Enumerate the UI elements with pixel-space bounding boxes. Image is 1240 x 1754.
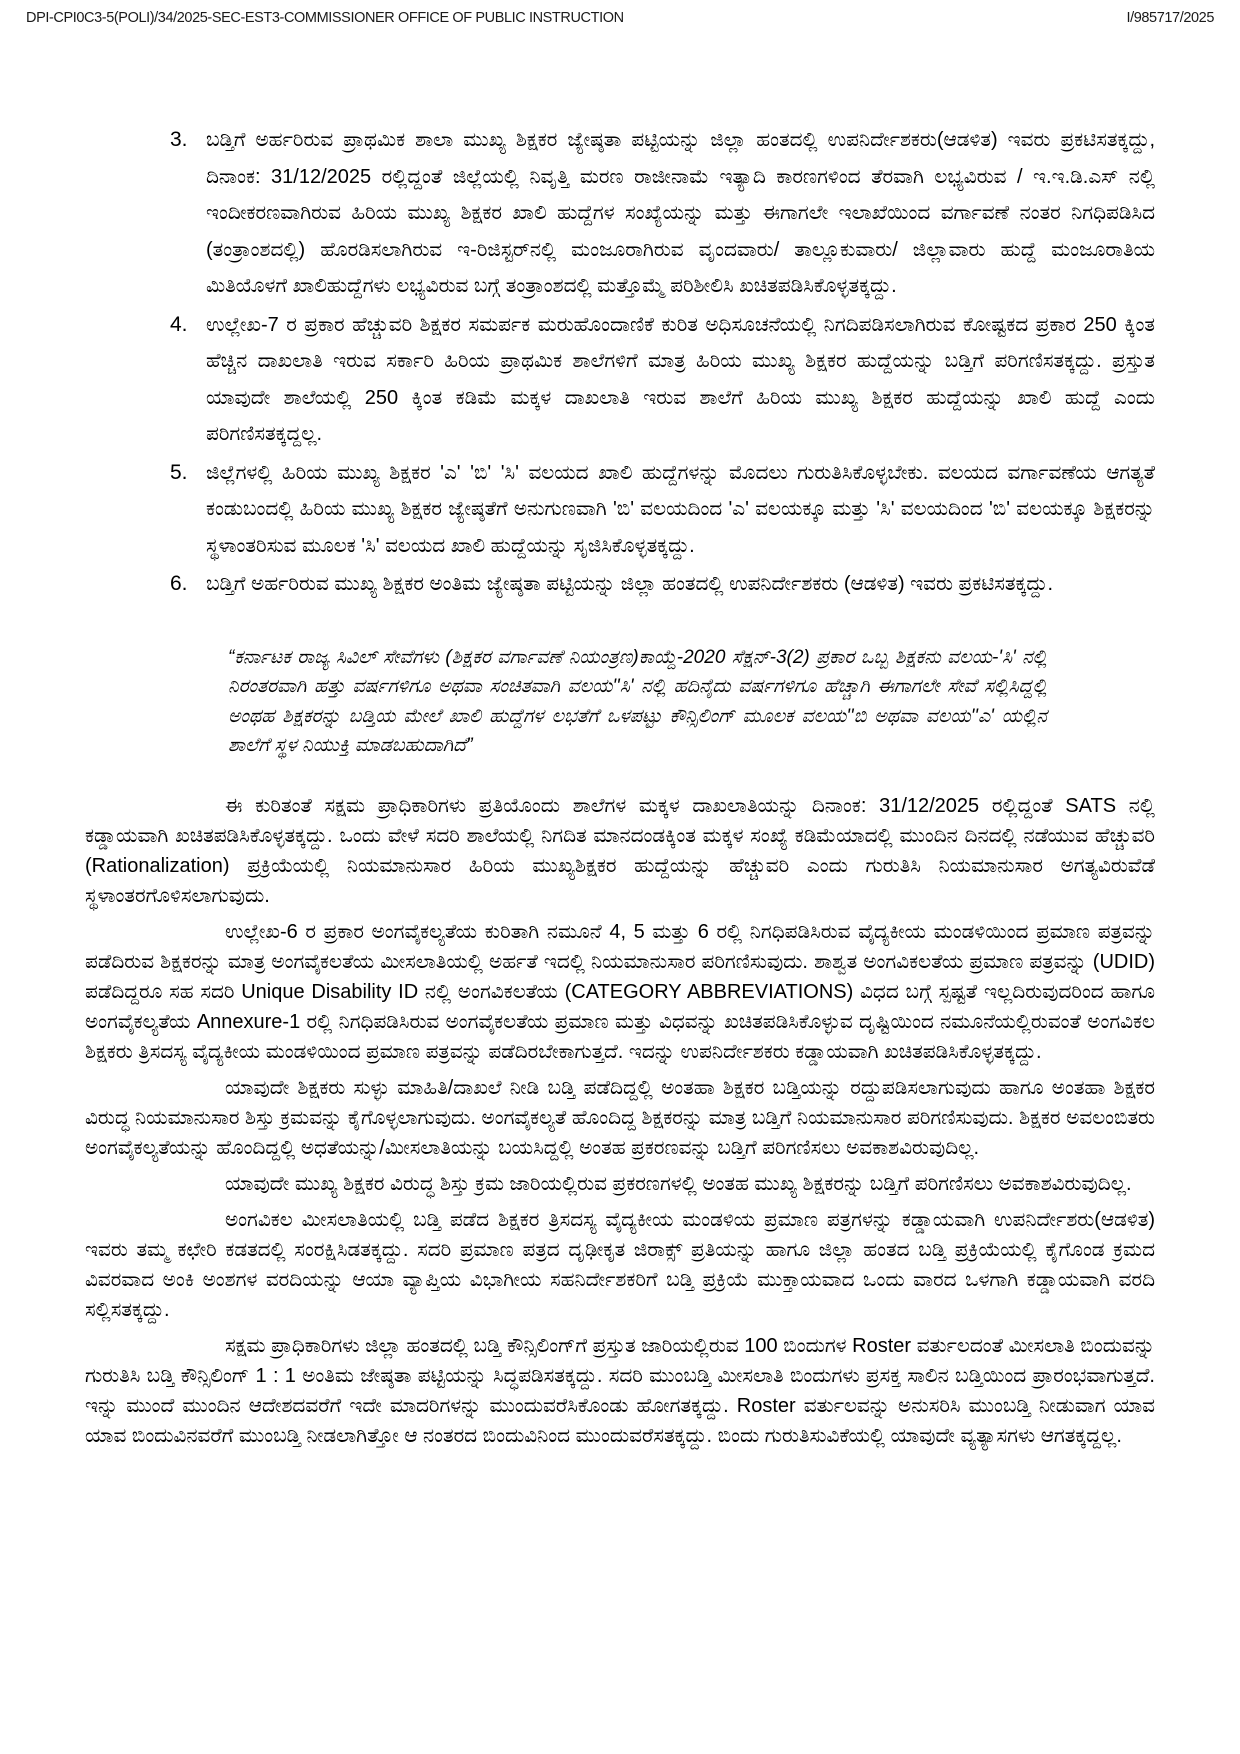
- list-item-number: 6.: [170, 572, 188, 595]
- file-id: I/985717/2025: [1126, 10, 1214, 26]
- list-item: [170, 122, 1155, 305]
- list-item: [170, 455, 1155, 565]
- paragraph: ಯಾವುದೇ ಶಿಕ್ಷಕರು ಸುಳ್ಳು ಮಾಹಿತಿ/ದಾಖಲೆ ನೀಡಿ ಬಡ್ತಿ ಪಡೆದಿದ್ದಲ್ಲಿ ಅಂತಹಾ ಶಿಕ್ಷಕರ ಬಡ್ತಿಯನ್ನು ರದ್ದುಪಡಿಸಲಾಗುವುದು ಹಾಗೂ ಅಂತಹಾ ಶಿಕ್ಷಕರ ವಿರುದ್ಧ ನಿಯಮಾನುಸಾರ ಶಿಸ್ತು ಕ್ರಮವನ್ನು ಕೈಗೊಳ್ಳಲಾಗುವುದು. ಅಂಗವೈಕಲ್ಯತೆ ಹೊಂದಿದ್ದ ಶಿಕ್ಷಕರನ್ನು ಮಾತ್ರ ಬಡ್ತಿಗೆ ನಿಯಮಾನುಸಾರ ಪರಿಗಣಿಸುವುದು. ಶಿಕ್ಷಕರ ಅವಲಂಬಿತರು ಅಂಗವೈಕಲ್ಯತೆಯನ್ನು ಹೊಂದಿದ್ದಲ್ಲಿ ಅಧತೆಯನ್ನು/ಮೀಸಲಾತಿಯನ್ನು ಬಯಸಿದ್ದಲ್ಲಿ ಅಂತಹ ಪ್ರಕರಣವನ್ನು ಬಡ್ತಿಗೆ ಪರಿಗಣಿಸಲು ಅವಕಾಶವಿರುವುದಿಲ್ಲ.: [85, 1076, 1155, 1159]
- list-item-text: ಬಡ್ತಿಗೆ ಅರ್ಹರಿರುವ ಪ್ರಾಥಮಿಕ ಶಾಲಾ ಮುಖ್ಯ ಶಿಕ್ಷಕರ ಜ್ಯೇಷ್ಠತಾ ಪಟ್ಟಿಯನ್ನು ಜಿಲ್ಲಾ ಹಂತದಲ್ಲಿ ಉಪನಿರ್ದೇಶಕರು(ಆಡಳಿತ) ಇವರು ಪ್ರಕಟಿಸತಕ್ಕದ್ದು, ದಿನಾಂಕ: 31/12/2025 ರಲ್ಲಿದ್ದಂತೆ ಜಿಲ್ಲೆಯಲ್ಲಿ ನಿವೃತ್ತಿ ಮರಣ ರಾಜೀನಾಮೆ ಇತ್ಯಾದಿ ಕಾರಣಗಳಿಂದ ತೆರವಾಗಿ ಲಭ್ಯವಿರುವ / ಇ.ಇ.ಡಿ.ಎಸ್ ನಲ್ಲಿ ಇಂದೀಕರಣವಾಗಿರುವ ಹಿರಿಯ ಮುಖ್ಯ ಶಿಕ್ಷಕರ ಖಾಲಿ ಹುದ್ದೆಗಳ ಸಂಖ್ಯೆಯನ್ನು ಮತ್ತು ಈಗಾಗಲೇ ಇಲಾಖೆಯಿಂದ ವರ್ಗಾವಣೆ ನಂತರ ನಿಗಧಿಪಡಿಸಿದ (ತಂತ್ರಾಂಶದಲ್ಲಿ) ಹೊರಡಿಸಲಾಗಿರುವ ಇ-ರಿಜಿಸ್ಟರ್‌ನಲ್ಲಿ ಮಂಜೂರಾಗಿರುವ ವೃಂದವಾರು/ ತಾಲ್ಲೂಕುವಾರು/ ಜಿಲ್ಲಾವಾರು ಹುದ್ದೆ ಮಂಜೂರಾತಿಯ ಮಿತಿಯೊಳಗೆ ಖಾಲಿಹುದ್ದೆಗಳು ಲಭ್ಯವಿರುವ ಬಗ್ಗೆ ತಂತ್ರಾಂಶದಲ್ಲಿ ಮತ್ತೊಮ್ಮೆ ಪರಿಶೀಲಿಸಿ ಖಚಿತಪಡಿಸಿಕೊಳ್ಳತಕ್ಕದ್ದು.: [206, 129, 1155, 297]
- act-citation-quote: “ಕರ್ನಾಟಕ ರಾಜ್ಯ ಸಿವಿಲ್ ಸೇವೆಗಳು (ಶಿಕ್ಷಕರ ವರ್ಗಾವಣೆ ನಿಯಂತ್ರಣ)ಕಾಯ್ದೆ-2020 ಸೆಕ್ಷನ್-3(2) ಪ್ರಕಾರ ಒಬ್ಬ ಶಿಕ್ಷಕನು ವಲಯ-'ಸಿ' ನಲ್ಲಿ ನಿರಂತರವಾಗಿ ಹತ್ತು ವರ್ಷಗಳಿಗೂ ಅಥವಾ ಸಂಚಿತವಾಗಿ ವಲಯ''ಸಿ' ನಲ್ಲಿ ಹದಿನೈದು ವರ್ಷಗಳಿಗೂ ಹೆಚ್ಚಾಗಿ ಈಗಾಗಲೇ ಸೇವೆ ಸಲ್ಲಿಸಿದ್ದಲ್ಲಿ ಅಂಥಹ ಶಿಕ್ಷಕರನ್ನು ಬಡ್ತಿಯ ಮೇಲೆ ಖಾಲಿ ಹುದ್ದೆಗಳ ಲಭತೆಗೆ ಒಳಪಟ್ಟು ಕೌನ್ಸಿಲಿಂಗ್ ಮೂಲಕ ವಲಯ''ಬಿ ಅಥವಾ ವಲಯ''ಎ' ಯಲ್ಲಿನ ಶಾಲೆಗೆ ಸ್ಥಳ ನಿಯುಕ್ತಿ ಮಾಡಬಹುದಾಗಿದೆ”: [228, 646, 1047, 756]
- document-body: [85, 122, 1155, 1457]
- paragraph: ಸಕ್ಷಮ ಪ್ರಾಧಿಕಾರಿಗಳು ಜಿಲ್ಲಾ ಹಂತದಲ್ಲಿ ಬಡ್ತಿ ಕೌನ್ಸಿಲಿಂಗ್‌ಗೆ ಪ್ರಸ್ತುತ ಜಾರಿಯಲ್ಲಿರುವ 100 ಬಿಂದುಗಳ Roster ವರ್ತುಲದಂತೆ ಮೀಸಲಾತಿ ಬಿಂದುವನ್ನು ಗುರುತಿಸಿ ಬಡ್ತಿ ಕೌನ್ಸಿಲಿಂಗ್ 1 : 1 ಅಂತಿಮ ಜೇಷ್ಠತಾ ಪಟ್ಟಿಯನ್ನು ಸಿದ್ಧಪಡಿಸತಕ್ಕದ್ದು. ಸದರಿ ಮುಂಬಡ್ತಿ ಮೀಸಲಾತಿ ಬಿಂದುಗಳು ಪ್ರಸಕ್ತ ಸಾಲಿನ ಬಡ್ತಿಯಿಂದ ಪ್ರಾರಂಭವಾಗುತ್ತದೆ. ಇನ್ನು ಮುಂದೆ ಮುಂದಿನ ಆದೇಶದವರೆಗೆ ಇದೇ ಮಾದರಿಗಳನ್ನು ಮುಂದುವರೆಸಿಕೊಂಡು ಹೋಗತಕ್ಕದ್ದು. Roster ವರ್ತುಲವನ್ನು ಅನುಸರಿಸಿ ಮುಂಬಡ್ತಿ ನೀಡುವಾಗ ಯಾವ ಯಾವ ಬಿಂದುವಿನವರೆಗೆ ಮುಂಬಡ್ತಿ ನೀಡಲಾಗಿತ್ತೋ ಆ ನಂತರದ ಬಿಂದುವಿನಿಂದ ಮುಂದುವರೆಸತಕ್ಕದ್ದು. ಬಿಂದು ಗುರುತಿಸುವಿಕೆಯಲ್ಲಿ ಯಾವುದೇ ವ್ಯತ್ಯಾಸಗಳು ಆಗತಕ್ಕದ್ದಲ್ಲ.: [85, 1334, 1155, 1447]
- list-item-text: ಜಿಲ್ಲೆಗಳಲ್ಲಿ ಹಿರಿಯ ಮುಖ್ಯ ಶಿಕ್ಷಕರ 'ಎ' 'ಬಿ' 'ಸಿ' ವಲಯದ ಖಾಲಿ ಹುದ್ದೆಗಳನ್ನು ಮೊದಲು ಗುರುತಿಸಿಕೊಳ್ಳಬೇಕು. ವಲಯದ ವರ್ಗಾವಣೆಯ ಆಗತ್ಯತೆ ಕಂಡುಬಂದಲ್ಲಿ ಹಿರಿಯ ಮುಖ್ಯ ಶಿಕ್ಷಕರ ಜ್ಯೇಷ್ಠತೆಗೆ ಅನುಗುಣವಾಗಿ 'ಬಿ' ವಲಯದಿಂದ 'ಎ' ವಲಯಕ್ಕೂ ಮತ್ತು 'ಸಿ' ವಲಯದಿಂದ 'ಬಿ' ವಲಯಕ್ಕೂ ಶಿಕ್ಷಕರನ್ನು ಸ್ಥಳಾಂತರಿಸುವ ಮೂಲಕ 'ಸಿ' ವಲಯದ ಖಾಲಿ ಹುದ್ದೆಯನ್ನು ಸೃಜಿಸಿಕೊಳ್ಳತಕ್ಕದ್ದು.: [206, 461, 1155, 557]
- paragraph: ಅಂಗವಿಕಲ ಮೀಸಲಾತಿಯಲ್ಲಿ ಬಡ್ತಿ ಪಡೆದ ಶಿಕ್ಷಕರ ತ್ರಿಸದಸ್ಯ ವೈದ್ಯಕೀಯ ಮಂಡಳಿಯ ಪ್ರಮಾಣ ಪತ್ರಗಳನ್ನು ಕಡ್ಡಾಯವಾಗಿ ಉಪನಿರ್ದೇಶರು(ಆಡಳಿತ) ಇವರು ತಮ್ಮ ಕಛೇರಿ ಕಡತದಲ್ಲಿ ಸಂರಕ್ಷಿಸಿಡತಕ್ಕದ್ದು. ಸದರಿ ಪ್ರಮಾಣ ಪತ್ರದ ದೃಢೀಕೃತ ಜಿರಾಕ್ಸ್ ಪ್ರತಿಯನ್ನು ಹಾಗೂ ಜಿಲ್ಲಾ ಹಂತದ ಬಡ್ತಿ ಪ್ರಕ್ರಿಯೆಯಲ್ಲಿ ಕೈಗೊಂಡ ಕ್ರಮದ ವಿವರವಾದ ಅಂಕಿ ಅಂಶಗಳ ವರದಿಯನ್ನು ಆಯಾ ವ್ಯಾಪ್ತಿಯ ವಿಭಾಗೀಯ ಸಹನಿರ್ದೇಶಕರಿಗೆ ಬಡ್ತಿ ಪ್ರಕ್ರಿಯೆ ಮುಕ್ತಾಯವಾದ ಒಂದು ವಾರದ ಒಳಗಾಗಿ ಕಡ್ಡಾಯವಾಗಿ ವರದಿ ಸಲ್ಲಿಸತಕ್ಕದ್ದು.: [85, 1208, 1155, 1321]
- numbered-instructions-list: [170, 122, 1155, 603]
- page-header: [0, 0, 1240, 26]
- list-item-number: 4.: [170, 312, 188, 336]
- list-item: [170, 566, 1155, 603]
- paragraph: ಉಲ್ಲೇಖ-6 ರ ಪ್ರಕಾರ ಅಂಗವೈಕಲ್ಯತೆಯ ಕುರಿತಾಗಿ ನಮೂನೆ 4, 5 ಮತ್ತು 6 ರಲ್ಲಿ ನಿಗಧಿಪಡಿಸಿರುವ ವೈದ್ಯಕೀಯ ಮಂಡಳಿಯಿಂದ ಪ್ರಮಾಣ ಪತ್ರವನ್ನು ಪಡೆದಿರುವ ಶಿಕ್ಷಕರನ್ನು ಮಾತ್ರ ಅಂಗವೈಕಲತೆಯ ಮೀಸಲಾತಿಯಲ್ಲಿ ಅರ್ಹತೆ ಇದಲ್ಲಿ ನಿಯಮಾನುಸಾರ ಪರಿಗಣಿಸುವುದು. ಶಾಶ್ವತ ಅಂಗವಿಕಲತೆಯ ಪ್ರಮಾಣ ಪತ್ರವನ್ನು (UDID) ಪಡೆದಿದ್ದರೂ ಸಹ ಸದರಿ Unique Disability ID ನಲ್ಲಿ ಅಂಗವಿಕಲತೆಯ (CATEGORY ABBREVIATIONS) ವಿಧದ ಬಗ್ಗೆ ಸ್ಪಷ್ಟತೆ ಇಲ್ಲದಿರುವುದರಿಂದ ಹಾಗೂ ಅಂಗವೈಕಲ್ಯತೆಯ Annexure-1 ರಲ್ಲಿ ನಿಗಧಿಪಡಿಸಿರುವ ಅಂಗವೈಕಲತೆಯ ಪ್ರಮಾಣ ಮತ್ತು ವಿಧವನ್ನು ಖಚಿತಪಡಿಸಿಕೊಳ್ಳುವ ದೃಷ್ಟಿಯಿಂದ ನಮೂನೆಯಲ್ಲಿರುವಂತೆ ಅಂಗವಿಕಲ ಶಿಕ್ಷಕರು ತ್ರಿಸದಸ್ಯ ವೈದ್ಯಕೀಯ ಮಂಡಳಿಯಿಂದ ಪ್ರಮಾಣ ಪತ್ರವನ್ನು ಪಡೆದಿರಬೇಕಾಗುತ್ತದೆ. ಇದನ್ನು ಉಪನಿರ್ದೇಶಕರು ಕಡ್ಡಾಯವಾಗಿ ಖಚಿತಪಡಿಸಿಕೊಳ್ಳತಕ್ಕದ್ದು.: [85, 920, 1155, 1063]
- paragraph: ಈ ಕುರಿತಂತೆ ಸಕ್ಷಮ ಪ್ರಾಧಿಕಾರಿಗಳು ಪ್ರತಿಯೊಂದು ಶಾಲೆಗಳ ಮಕ್ಕಳ ದಾಖಲಾತಿಯನ್ನು ದಿನಾಂಕ: 31/12/2025 ರಲ್ಲಿದ್ದಂತೆ SATS ನಲ್ಲಿ ಕಡ್ಡಾಯವಾಗಿ ಖಚಿತಪಡಿಸಿಕೊಳ್ಳತಕ್ಕದ್ದು. ಒಂದು ವೇಳೆ ಸದರಿ ಶಾಲೆಯಲ್ಲಿ ನಿಗದಿತ ಮಾನದಂಡಕ್ಕಿಂತ ಮಕ್ಕಳ ಸಂಖ್ಯೆ ಕಡಿಮೆಯಾದಲ್ಲಿ ಮುಂದಿನ ದಿನದಲ್ಲಿ ನಡೆಯುವ ಹೆಚ್ಚುವರಿ (Rationalization) ಪ್ರಕ್ರಿಯೆಯಲ್ಲಿ ನಿಯಮಾನುಸಾರ ಹಿರಿಯ ಮುಖ್ಯಶಿಕ್ಷಕರ ಹುದ್ದೆಯನ್ನು ಹೆಚ್ಚುವರಿ ಎಂದು ಗುರುತಿಸಿ ನಿಯಮಾನುಸಾರ ಅಗತ್ಯವಿರುವೆಡೆ ಸ್ಥಳಾಂತರಗೊಳಿಸಲಾಗುವುದು.: [85, 794, 1155, 907]
- list-item-number: 5.: [170, 460, 188, 484]
- list-item-text: ಬಡ್ತಿಗೆ ಅರ್ಹರಿರುವ ಮುಖ್ಯ ಶಿಕ್ಷಕರ ಅಂತಿಮ ಜ್ಯೇಷ್ಠತಾ ಪಟ್ಟಿಯನ್ನು ಜಿಲ್ಲಾ ಹಂತದಲ್ಲಿ ಉಪನಿರ್ದೇಶಕರು (ಆಡಳಿತ) ಇವರು ಪ್ರಕಟಿಸತಕ್ಕದ್ದು.: [206, 573, 1054, 595]
- paragraph: ಯಾವುದೇ ಮುಖ್ಯ ಶಿಕ್ಷಕರ ವಿರುದ್ಧ ಶಿಸ್ತು ಕ್ರಮ ಜಾರಿಯಲ್ಲಿರುವ ಪ್ರಕರಣಗಳಲ್ಲಿ ಅಂತಹ ಮುಖ್ಯ ಶಿಕ್ಷಕರನ್ನು ಬಡ್ತಿಗೆ ಪರಿಗಣಿಸಲು ಅವಕಾಶವಿರುವುದಿಲ್ಲ.: [225, 1172, 1132, 1195]
- body-paragraphs: [85, 791, 1155, 1451]
- list-item-text: ಉಲ್ಲೇಖ-7 ರ ಪ್ರಕಾರ ಹೆಚ್ಚುವರಿ ಶಿಕ್ಷಕರ ಸಮರ್ಪಕ ಮರುಹೊಂದಾಣಿಕೆ ಕುರಿತ ಅಧಿಸೂಚನೆಯಲ್ಲಿ ನಿಗದಿಪಡಿಸಲಾಗಿರುವ ಕೋಷ್ಟಕದ ಪ್ರಕಾರ 250 ಕ್ಕಿಂತ ಹೆಚ್ಚಿನ ದಾಖಲಾತಿ ಇರುವ ಸರ್ಕಾರಿ ಹಿರಿಯ ಪ್ರಾಥಮಿಕ ಶಾಲೆಗಳಿಗೆ ಮಾತ್ರ ಹಿರಿಯ ಮುಖ್ಯ ಶಿಕ್ಷಕರ ಹುದ್ದೆಯನ್ನು ಬಡ್ತಿಗೆ ಪರಿಗಣಿಸತಕ್ಕದ್ದು. ಪ್ರಸ್ತುತ ಯಾವುದೇ ಶಾಲೆಯಲ್ಲಿ 250 ಕ್ಕಿಂತ ಕಡಿಮೆ ಮಕ್ಕಳ ದಾಖಲಾತಿ ಇರುವ ಶಾಲೆಗೆ ಹಿರಿಯ ಮುಖ್ಯ ಶಿಕ್ಷಕರ ಹುದ್ದೆಯನ್ನು ಖಾಲಿ ಹುದ್ದೆ ಎಂದು ಪರಿಗಣಿಸತಕ್ಕದ್ದಲ್ಲ.: [206, 313, 1155, 445]
- document-reference-number: DPI-CPI0C3-5(POLI)/34/2025-SEC-EST3-COMMISSIONER OFFICE OF PUBLIC INSTRUCTION: [26, 10, 624, 26]
- list-item: [170, 307, 1155, 453]
- list-item-number: 3.: [170, 128, 188, 151]
